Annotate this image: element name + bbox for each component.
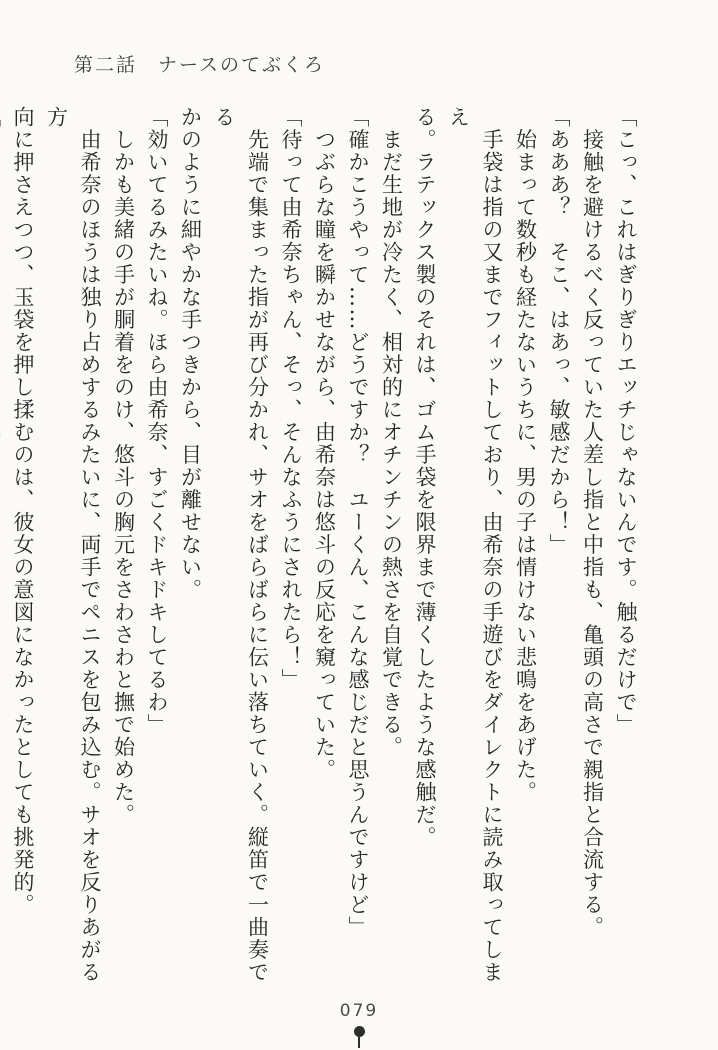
pin-stem	[358, 1036, 360, 1048]
text-column: つぶらな瞳を瞬かせながら、由希奈は悠斗の反応を窺っていた。	[312, 106, 337, 781]
text-column: 「確かこうやって……どうですか？ ユーくん、こんな感じだと思うんですけど」	[346, 106, 370, 939]
text-column: 「待って由希奈ちゃん、そっ、そんなふうにされたら！」	[279, 106, 303, 691]
text-column: 始まって数秒も経たないうちに、男の子は情けない悲鳴をあげた。	[513, 106, 538, 804]
text-column	[0, 106, 6, 988]
text-column: 接触を避けるべく反っていた人差し指と中指も、亀頭の高さで親指と合流する。	[580, 106, 605, 939]
text-column: 「効いてるみたいね。ほら由希奈、すごくドキドキしてるわ」	[145, 106, 169, 736]
text-column: かのように細やかな手つきから、目が離せない。	[178, 106, 203, 601]
text-column: 由希奈のほうは独り占めするみたいに、両手でペニスを包み込む。サオを反りあがる方	[44, 106, 102, 984]
page-pin-icon	[353, 1026, 365, 1050]
text-column: 手袋は指の又までフィットしており、由希奈の手遊びをダイレクトに読み取ってしまえ	[446, 106, 504, 984]
body-text	[11, 106, 642, 988]
text-column: 「こっ、これはぎりぎりエッチじゃないんです。触るだけで」	[614, 106, 638, 736]
text-column: る。ラテックス製のそれは、ゴム手袋を限界まで薄くしたような感触だ。	[413, 106, 437, 849]
chapter-header: 第二話 ナースのてぶくろ	[74, 54, 326, 76]
text-column: 先端で集まった指が再び分かれ、サオをばらばらに伝い落ちていく。縦笛で一曲奏でる	[212, 106, 270, 984]
text-column: 「あああ？ そこ、はあっ、敏感だから！」	[547, 106, 571, 556]
page-footer	[0, 1001, 718, 1021]
text-column: しかも美緒の手が胴着をのけ、悠斗の胸元をさわさわと撫で始めた。	[111, 106, 136, 826]
text-column: まだ生地が冷たく、相対的にオチンチンの熱さを自覚できる。	[379, 106, 404, 759]
text-column: 向に押さえつつ、玉袋を押し揉むのは、彼女の意図になかったとしても挑発的。	[11, 106, 35, 916]
page-number: 079	[339, 1001, 379, 1021]
